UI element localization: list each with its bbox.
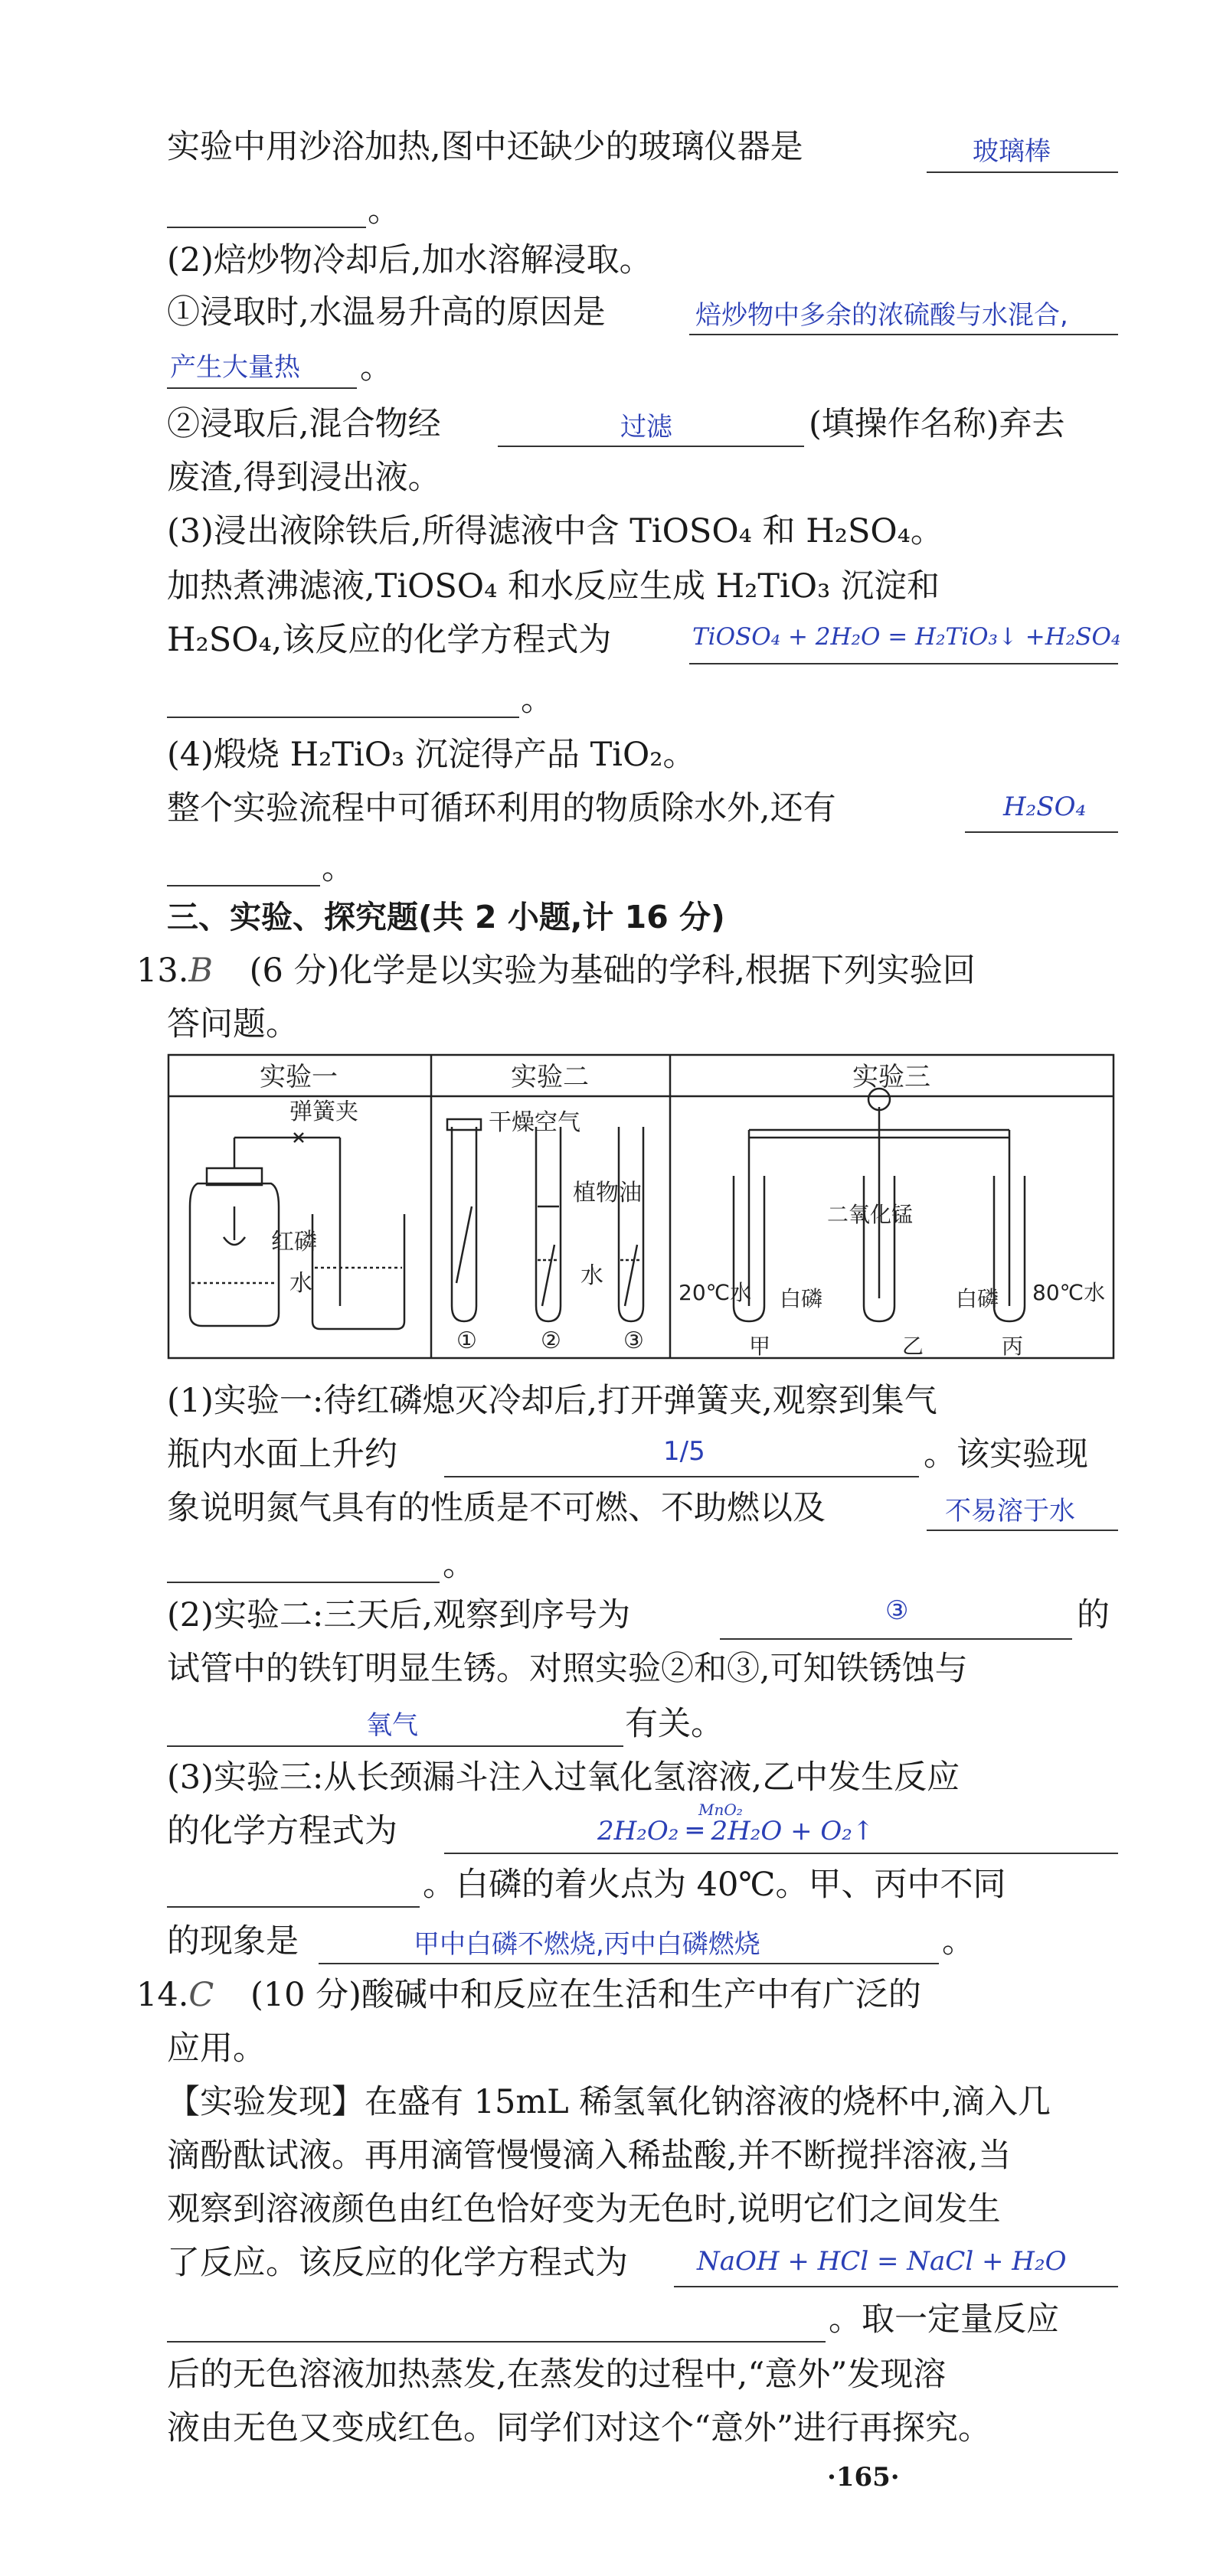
text-line: 观察到溶液颜色由红色恰好变为无色时,说明它们之间发生 bbox=[167, 2190, 1001, 2228]
blank-line bbox=[167, 885, 320, 886]
text-line: 整个实验流程中可循环利用的物质除水外,还有 bbox=[167, 789, 836, 828]
page-number: ·165· bbox=[827, 2462, 900, 2493]
blank-line bbox=[167, 1582, 440, 1583]
label-jia: 甲 bbox=[749, 1334, 771, 1359]
header-exp3: 实验三 bbox=[852, 1062, 930, 1092]
text-line: 实验中用沙浴加热,图中还缺少的玻璃仪器是 bbox=[167, 128, 803, 166]
blank-line bbox=[498, 446, 804, 447]
text-line: 应用。 bbox=[167, 2029, 266, 2068]
answer-equation-h2o2: 2H₂O₂ ═ 2H₂O + O₂↑ bbox=[597, 1816, 875, 1846]
text-line: 象说明氮气具有的性质是不可燃、不助燃以及 bbox=[167, 1489, 826, 1527]
blank-line bbox=[167, 227, 366, 228]
text-line: 。该实验现 bbox=[924, 1435, 1088, 1474]
text-line: 加热煮沸滤液,TiOSO₄ 和水反应生成 H₂TiO₃ 沉淀和 bbox=[167, 567, 940, 606]
label-wp-right: 白磷 bbox=[956, 1286, 999, 1311]
text-line: (2)实验二:三天后,观察到序号为 bbox=[167, 1596, 631, 1634]
blank-line bbox=[444, 1476, 919, 1477]
exp2-tubes bbox=[447, 1119, 643, 1321]
blank-line bbox=[965, 831, 1118, 833]
blank-line bbox=[167, 2341, 826, 2343]
text-line: 的化学方程式为 bbox=[167, 1812, 397, 1850]
grade-mark: B bbox=[188, 952, 213, 990]
text-line: 瓶内水面上升约 bbox=[167, 1435, 397, 1474]
header-exp2: 实验二 bbox=[511, 1062, 589, 1092]
label-tube1: ① bbox=[456, 1327, 477, 1354]
text-line: 。 bbox=[443, 1546, 476, 1584]
label-bing: 丙 bbox=[1002, 1334, 1024, 1359]
text-line: 。 bbox=[521, 681, 554, 719]
text-line: 。 bbox=[360, 348, 393, 387]
text-line: (4)煅烧 H₂TiO₃ 沉淀得产品 TiO₂。 bbox=[167, 736, 696, 774]
text-line: 。 bbox=[368, 191, 401, 230]
text-line: (2)焙炒物冷却后,加水溶解浸取。 bbox=[167, 241, 652, 279]
label-80c: 80℃水 bbox=[1032, 1280, 1106, 1305]
label-water1: 水 bbox=[289, 1270, 312, 1297]
label-water2: 水 bbox=[580, 1262, 603, 1289]
experiment-figure bbox=[167, 1053, 1115, 1360]
text-line: 有关。 bbox=[625, 1705, 724, 1743]
text-line: 。白磷的着火点为 40℃。甲、丙中不同 bbox=[423, 1866, 1006, 1904]
text-line: 。 bbox=[322, 849, 355, 887]
text-line: H₂SO₄,该反应的化学方程式为 bbox=[167, 621, 612, 659]
blank-line bbox=[927, 171, 1118, 173]
label-red-p: 红磷 bbox=[271, 1229, 317, 1255]
text-line: 答问题。 bbox=[167, 1005, 299, 1043]
blank-line bbox=[689, 334, 1118, 335]
answer-insoluble: 不易溶于水 bbox=[945, 1496, 1075, 1526]
text-line: 的现象是 bbox=[167, 1922, 299, 1961]
text-line: (填操作名称)弃去 bbox=[809, 405, 1065, 443]
label-clip: 弹簧夹 bbox=[289, 1099, 358, 1125]
blank-line bbox=[689, 663, 1118, 664]
text-line: 后的无色溶液加热蒸发,在蒸发的过程中,“意外”发现溶 bbox=[167, 2356, 947, 2394]
answer-reason: 焙炒物中多余的浓硫酸与水混合, bbox=[695, 300, 1068, 331]
answer-neutralization: NaOH + HCl = NaCl + H₂O bbox=[697, 2246, 1067, 2277]
answer-reason-cont: 产生大量热 bbox=[170, 352, 300, 383]
answer-phenomenon: 甲中白磷不燃烧,丙中白磷燃烧 bbox=[414, 1929, 760, 1960]
text-line: ②浸取后,混合物经 bbox=[167, 405, 441, 443]
section-heading: 三、实验、探究题(共 2 小题,计 16 分) bbox=[167, 899, 725, 935]
answer-tube-number: ③ bbox=[885, 1595, 909, 1626]
answer-equation: TiOSO₄ + 2H₂O = H₂TiO₃↓ +H₂SO₄ bbox=[692, 623, 1121, 651]
blank-line bbox=[319, 1963, 939, 1964]
label-tube2: ② bbox=[541, 1327, 561, 1354]
label-yi: 乙 bbox=[902, 1334, 924, 1359]
label-wp-left: 白磷 bbox=[780, 1286, 823, 1311]
answer-glass-rod: 玻璃棒 bbox=[973, 136, 1051, 167]
question-14-line: 14.C (10 分)酸碱中和反应在生活和生产中有广泛的 bbox=[136, 1976, 921, 2014]
blank-line bbox=[927, 1530, 1118, 1531]
label-20c: 20℃水 bbox=[679, 1280, 752, 1305]
answer-fraction: 1/5 bbox=[663, 1436, 705, 1467]
text-line: 液由无色又变成红色。同学们对这个“意外”进行再探究。 bbox=[167, 2409, 991, 2447]
blank-line bbox=[674, 2286, 1118, 2287]
text-line: 废渣,得到浸出液。 bbox=[167, 459, 441, 497]
answer-oxygen: 氧气 bbox=[366, 1710, 418, 1741]
question-13-line: 13.B (6 分)化学是以实验为基础的学科,根据下列实验回 bbox=[136, 952, 976, 990]
text-line: ①浸取时,水温易升高的原因是 bbox=[167, 293, 606, 331]
text-line: 。 bbox=[942, 1922, 975, 1961]
answer-catalyst: MnO₂ bbox=[698, 1801, 743, 1819]
text-line: 了反应。该反应的化学方程式为 bbox=[167, 2244, 628, 2282]
blank-line bbox=[720, 1638, 1072, 1640]
label-dry: 干燥空气 bbox=[489, 1109, 580, 1136]
answer-filter: 过滤 bbox=[620, 412, 672, 442]
text-line: 的 bbox=[1077, 1596, 1110, 1634]
text-line: (3)实验三:从长颈漏斗注入过氧化氢溶液,乙中发生反应 bbox=[167, 1758, 960, 1797]
blank-line bbox=[167, 1906, 420, 1908]
grade-mark: C bbox=[188, 1976, 214, 2014]
blank-line bbox=[167, 1745, 623, 1747]
text-line: (3)浸出液除铁后,所得滤液中含 TiOSO₄ 和 H₂SO₄。 bbox=[167, 512, 943, 550]
blank-line bbox=[167, 387, 357, 389]
text-line: 试管中的铁钉明显生锈。对照实验②和③,可知铁锈蚀与 bbox=[167, 1650, 968, 1688]
text-line: 滴酚酞试液。再用滴管慢慢滴入稀盐酸,并不断搅拌溶液,当 bbox=[167, 2137, 1012, 2175]
text-line: 【实验发现】在盛有 15mL 稀氢氧化钠溶液的烧杯中,滴入几 bbox=[167, 2083, 1051, 2121]
blank-line bbox=[167, 717, 519, 718]
label-mno2: 二氧化锰 bbox=[827, 1202, 914, 1227]
text-line: 。取一定量反应 bbox=[829, 2300, 1059, 2339]
answer-recycle: H₂SO₄ bbox=[1003, 792, 1087, 822]
text-line: (1)实验一:待红磷熄灭冷却后,打开弹簧夹,观察到集气 bbox=[167, 1382, 937, 1420]
blank-line bbox=[444, 1853, 1118, 1854]
header-exp1: 实验一 bbox=[260, 1062, 338, 1092]
label-tube3: ③ bbox=[623, 1327, 644, 1354]
label-oil: 植物油 bbox=[573, 1180, 642, 1206]
